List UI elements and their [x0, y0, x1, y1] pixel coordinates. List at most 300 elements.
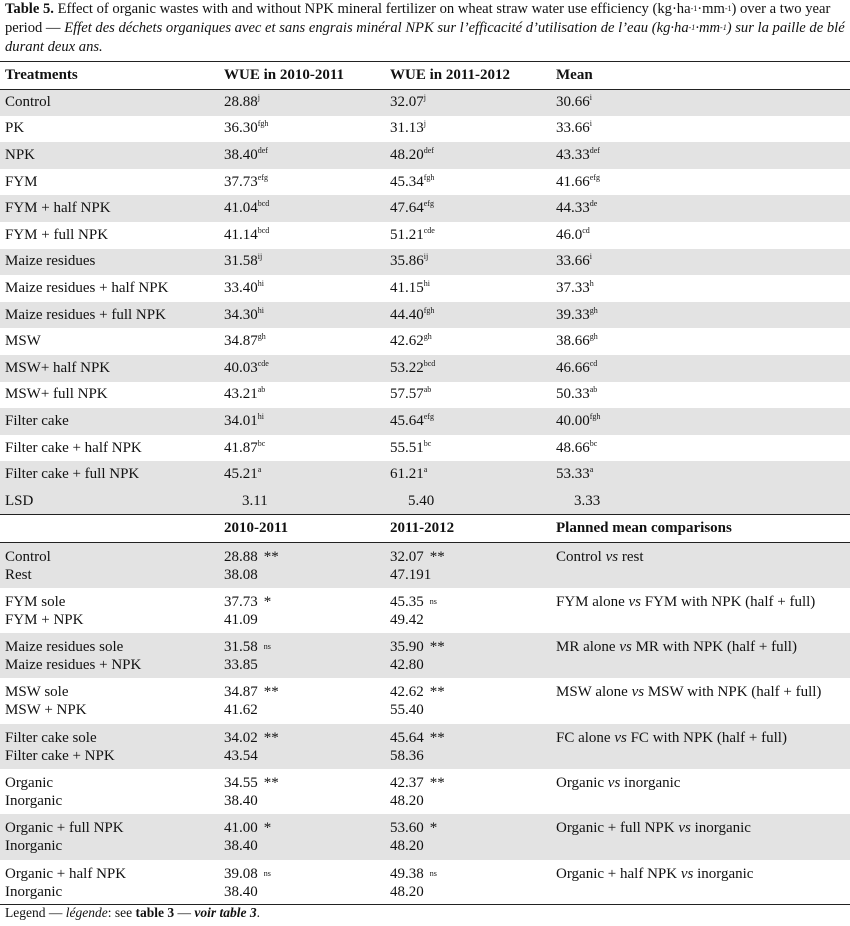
comparison-2011 [385, 724, 551, 769]
lsd-2011: 5.40 [408, 492, 435, 509]
significance-letters: a [589, 465, 594, 475]
wue-2010-cell [219, 275, 385, 302]
caption-exp: -1 [688, 23, 696, 32]
significance: ns [263, 642, 271, 652]
value-1: 28.88 [224, 549, 258, 565]
value-2: 48.20 [390, 792, 424, 809]
significance-letters: bc [423, 438, 432, 448]
value: 41.14 [224, 226, 258, 243]
mean-cell [551, 275, 850, 302]
significance-letters: i [589, 252, 592, 262]
table-row [0, 302, 850, 329]
table-row [0, 222, 850, 249]
mean-cell [551, 249, 850, 276]
comparison-row [0, 860, 850, 905]
significance-letters: hi [257, 411, 264, 421]
value-2: 38.40 [224, 838, 258, 855]
comparison-2011 [385, 769, 551, 814]
value-1: 37.73 [224, 593, 258, 610]
value: 31.58 [224, 253, 258, 270]
caption-text-fr-end: ) sur la paille de blé durant deux ans. [5, 20, 845, 55]
treatment-cell: Control [5, 94, 51, 111]
mean-cell [551, 408, 850, 435]
value-2: 38.08 [224, 567, 258, 583]
significance-letters: def [257, 145, 268, 155]
group-1: Maize residues sole [5, 639, 124, 656]
comparison-2011 [385, 814, 551, 859]
group-1: Filter cake sole [5, 729, 97, 746]
value: 38.66 [556, 333, 590, 350]
group-1: MSW sole [5, 684, 69, 701]
vs-text: vs [680, 865, 694, 882]
value: 38.40 [224, 146, 258, 163]
significance: ns [429, 868, 437, 878]
value-1: 39.08 [224, 865, 258, 882]
significance: * [429, 820, 438, 837]
wue-2011-cell [385, 249, 551, 276]
mean-cell [551, 302, 850, 329]
caption-exp: -1 [724, 4, 732, 13]
significance-letters: bcd [257, 199, 270, 209]
value: 40.03 [224, 359, 258, 376]
vs-text: vs [628, 593, 641, 610]
significance-letters: fgh [423, 305, 435, 315]
value-line [390, 593, 551, 611]
group-2: Inorganic [5, 838, 63, 855]
group-2: Inorganic [5, 883, 63, 900]
group-2: Filter cake + NPK [5, 747, 115, 764]
wue-2011-cell [385, 89, 551, 116]
value: 45.21 [224, 466, 258, 483]
treatment-cell: FYM + full NPK [5, 226, 109, 243]
significance: ** [263, 729, 279, 746]
treatment-cell: Maize residues + half NPK [5, 279, 169, 296]
comparison-text: Control [556, 549, 606, 565]
comparison-text: MSW with NPK (half + full) [644, 684, 822, 701]
table-row [0, 169, 850, 196]
value-1: 45.64 [390, 729, 424, 746]
significance-letters: cd [589, 358, 598, 368]
treatment-cell: Filter cake + full NPK [5, 466, 140, 483]
lsd-mean: 3.33 [574, 492, 601, 509]
caption-text-fr: Effet des déchets organiques avec et sans engrais minéral NPK sur l’efficacité d’utilisation de l’eau (kg·ha [64, 20, 689, 36]
value: 43.21 [224, 386, 258, 403]
significance: * [263, 820, 272, 837]
header-wue-2011: WUE in 2011-2012 [390, 66, 511, 83]
comparison-groups [0, 860, 219, 905]
significance-letters: fgh [257, 119, 269, 129]
value-line [224, 548, 385, 566]
value: 50.33 [556, 386, 590, 403]
value-1: 45.35 [390, 593, 424, 610]
significance-letters: ij [423, 252, 429, 262]
comparison-groups [0, 588, 219, 633]
caption-unit-fr: ·mm [695, 20, 721, 36]
comparison-row [0, 588, 850, 633]
value: 34.30 [224, 306, 258, 323]
wue-2010-cell [219, 302, 385, 329]
value: 41.15 [390, 279, 424, 296]
wue-2010-cell [219, 328, 385, 355]
value: 33.66 [556, 120, 590, 137]
value-1: 32.07 [390, 549, 424, 565]
value-2: 55.40 [390, 702, 424, 719]
significance-letters: j [257, 93, 260, 103]
treatment-cell: NPK [5, 146, 36, 163]
wue-2011-cell [385, 275, 551, 302]
significance-letters: de [589, 199, 598, 209]
significance-letters: cde [257, 358, 269, 368]
significance-letters: gh [589, 305, 598, 315]
legend-table-ref: table 3 [135, 905, 175, 920]
mean-cell [551, 435, 850, 462]
significance-letters: ab [589, 385, 598, 395]
table-row [0, 435, 850, 462]
value-1: 31.58 [224, 639, 258, 656]
wue-2010-cell [219, 142, 385, 169]
value: 48.66 [556, 439, 590, 456]
value: 44.40 [390, 306, 424, 323]
significance: ns [263, 868, 271, 878]
legend-text: — [174, 905, 195, 920]
mean-cell [551, 222, 850, 249]
value-2: 33.85 [224, 657, 258, 674]
comparison-groups [0, 678, 219, 723]
comparison-text: FC with NPK (half + full) [626, 729, 787, 746]
table-row [0, 382, 850, 409]
treatment-cell: PK [5, 120, 25, 137]
vs-text: vs [607, 774, 621, 791]
value-2: 41.62 [224, 702, 258, 719]
wue-2011-cell [385, 382, 551, 409]
comparison-row [0, 814, 850, 859]
significance-letters: ij [257, 252, 263, 262]
comparison-2010 [219, 860, 385, 905]
value-2: 41.09 [224, 611, 258, 628]
value: 43.33 [556, 146, 590, 163]
vs-text: vs [614, 729, 627, 746]
planned-comparison [551, 678, 850, 723]
comparison-text: Organic + full NPK [556, 820, 679, 837]
value-1: 49.38 [390, 865, 424, 882]
significance-letters: cd [582, 225, 590, 235]
mean-cell [551, 461, 850, 488]
comparison-2010 [219, 678, 385, 723]
value-line [390, 683, 551, 701]
value-line [224, 729, 385, 747]
comparison-groups [0, 543, 219, 588]
significance: ** [263, 549, 279, 565]
treatment-cell: MSW+ full NPK [5, 386, 108, 403]
significance-letters: a [423, 465, 428, 475]
comparison-2010 [219, 724, 385, 769]
significance-letters: j [423, 93, 426, 103]
value: 36.30 [224, 120, 258, 137]
value-line [390, 774, 551, 792]
value: 53.33 [556, 466, 590, 483]
header-planned-comparisons: Planned mean comparisons [556, 520, 732, 536]
value-1: 41.00 [224, 820, 258, 837]
wue-2011-cell [385, 142, 551, 169]
value: 41.66 [556, 173, 590, 190]
mean-cell [551, 328, 850, 355]
mean-cell [551, 195, 850, 222]
planned-comparison [551, 769, 850, 814]
significance-letters: fgh [589, 411, 601, 421]
value: 34.87 [224, 333, 258, 350]
significance-letters: ab [257, 385, 266, 395]
significance-letters: hi [257, 305, 264, 315]
value-line [390, 638, 551, 656]
wue-2010-cell [219, 169, 385, 196]
comparison-2011 [385, 678, 551, 723]
table-row [0, 89, 850, 116]
significance-letters: gh [257, 332, 266, 342]
planned-comparison [551, 633, 850, 678]
header-2010-2011: 2010-2011 [224, 520, 289, 536]
value: 45.34 [390, 173, 424, 190]
significance-letters: hi [257, 278, 264, 288]
caption-label: Table 5. [5, 1, 54, 17]
significance-letters: bcd [423, 358, 436, 368]
comparison-2011 [385, 633, 551, 678]
wue-2011-cell [385, 169, 551, 196]
treatment-cell: MSW+ half NPK [5, 359, 111, 376]
value-2: 43.54 [224, 747, 258, 764]
header-blank [0, 515, 219, 543]
comparison-text: Organic [556, 774, 608, 791]
comparison-row [0, 678, 850, 723]
table-row [0, 355, 850, 382]
value: 30.66 [556, 94, 590, 111]
group-1: Organic [5, 774, 54, 791]
value: 45.64 [390, 412, 424, 429]
comparison-text: Organic + half NPK [556, 865, 681, 882]
treatment-cell: Maize residues [5, 253, 96, 270]
planned-comparison [551, 543, 850, 588]
table-header-row [0, 62, 850, 89]
value: 48.20 [390, 146, 424, 163]
significance: ** [429, 639, 445, 656]
caption-exp: -1 [690, 4, 698, 13]
wue-2010-cell [219, 249, 385, 276]
legend-text: : see [107, 905, 136, 920]
comparisons-table [0, 514, 850, 905]
wue-2010-cell [219, 222, 385, 249]
significance-letters: h [589, 278, 594, 288]
value: 53.22 [390, 359, 424, 376]
group-1: Organic + half NPK [5, 865, 127, 882]
significance-letters: bc [589, 438, 598, 448]
significance-letters: bc [257, 438, 266, 448]
value-2: 49.42 [390, 611, 424, 628]
value-2: 38.40 [224, 883, 258, 900]
significance-letters: def [589, 145, 600, 155]
comparison-text: inorganic [690, 820, 751, 837]
value: 44.33 [556, 200, 590, 217]
treatment-cell: Filter cake [5, 412, 69, 429]
wue-2010-cell [219, 435, 385, 462]
value-2: 38.40 [224, 792, 258, 809]
table-row [0, 142, 850, 169]
value: 41.87 [224, 439, 258, 456]
significance-letters: ab [423, 385, 432, 395]
wue-2011-cell [385, 461, 551, 488]
planned-comparison [551, 814, 850, 859]
mean-cell [551, 116, 850, 143]
group-2: Inorganic [5, 792, 63, 809]
significance-letters: efg [423, 199, 434, 209]
comparison-2010 [219, 543, 385, 588]
value-line [390, 548, 551, 566]
value: 42.62 [390, 333, 424, 350]
mean-cell [551, 142, 850, 169]
group-2: Rest [5, 567, 32, 583]
caption-unit: ·mm [697, 1, 725, 17]
caption-text-en2: ) over a two year period — [5, 1, 831, 36]
significance-letters: bcd [257, 225, 270, 235]
value: 46.0 [556, 226, 583, 243]
value: 28.88 [224, 94, 258, 111]
mean-cell [551, 355, 850, 382]
value: 57.57 [390, 386, 424, 403]
value-1: 34.87 [224, 684, 258, 701]
significance-letters: efg [589, 172, 600, 182]
value: 33.66 [556, 253, 590, 270]
comparison-2010 [219, 588, 385, 633]
vs-text: vs [678, 820, 691, 837]
value-1: 35.90 [390, 639, 424, 656]
value-2: 48.20 [390, 838, 424, 855]
comparison-2011 [385, 543, 551, 588]
significance-letters: def [423, 145, 434, 155]
value-1: 34.55 [224, 774, 258, 791]
comparison-2010 [219, 814, 385, 859]
wue-2011-cell [385, 116, 551, 143]
comparison-groups [0, 724, 219, 769]
wue-2010-cell [219, 116, 385, 143]
significance: * [263, 593, 272, 610]
vs-text: vs [631, 684, 645, 701]
significance-letters: gh [589, 332, 598, 342]
table-row [0, 408, 850, 435]
value: 46.66 [556, 359, 590, 376]
wue-2011-cell [385, 195, 551, 222]
value: 55.51 [390, 439, 424, 456]
comparison-row [0, 769, 850, 814]
value-line [390, 819, 551, 837]
wue-2011-cell [385, 302, 551, 329]
caption-exp: -1 [720, 23, 727, 32]
comparison-text: FYM with NPK (half + full) [641, 593, 816, 610]
value-line [224, 865, 385, 883]
mean-cell [551, 169, 850, 196]
wue-2010-cell [219, 382, 385, 409]
wue-2011-cell [385, 355, 551, 382]
wue-2011-cell [385, 408, 551, 435]
treatment-cell: Filter cake + half NPK [5, 439, 142, 456]
table-row [0, 195, 850, 222]
treatment-cell: FYM + half NPK [5, 200, 111, 217]
treatment-cell: Maize residues + full NPK [5, 306, 166, 323]
comparison-text: inorganic [620, 774, 681, 791]
group-1: Organic + full NPK [5, 820, 124, 837]
significance-letters: fgh [423, 172, 435, 182]
comparison-2011 [385, 588, 551, 633]
planned-comparison [551, 860, 850, 905]
value-line [390, 865, 551, 883]
value-2: 48.20 [390, 883, 424, 900]
significance-letters: j [423, 119, 426, 129]
header-2011-2012: 2011-2012 [390, 520, 455, 536]
wue-2010-cell [219, 355, 385, 382]
treatment-cell: MSW [5, 333, 41, 350]
comparison-groups [0, 769, 219, 814]
treatment-cell: FYM [5, 173, 38, 190]
significance-letters: efg [423, 411, 434, 421]
value: 51.21 [390, 226, 424, 243]
value: 32.07 [390, 94, 424, 111]
comparison-text: FYM alone [556, 593, 629, 610]
group-2: FYM + NPK [5, 611, 84, 628]
mean-cell [551, 89, 850, 116]
planned-comparison [551, 724, 850, 769]
comparison-row [0, 633, 850, 678]
caption-text-en: Effect of organic wastes with and without NPK mineral fertilizer on wheat straw water use efficiency (kg·ha [53, 1, 691, 17]
value-line [224, 819, 385, 837]
significance-letters: gh [423, 332, 432, 342]
value: 40.00 [556, 412, 590, 429]
significance: ** [429, 684, 445, 701]
value-line [390, 729, 551, 747]
value: 47.64 [390, 200, 424, 217]
significance: ns [429, 596, 437, 606]
legend-text: Legend — [5, 905, 66, 920]
value-line [224, 638, 385, 656]
comparison-groups [0, 633, 219, 678]
value: 33.40 [224, 279, 258, 296]
comparison-row [0, 724, 850, 769]
table-caption [5, 0, 847, 57]
comparison-text: inorganic [693, 865, 754, 882]
comparison-text: MR with NPK (half + full) [631, 639, 797, 656]
lsd-label: LSD [5, 492, 34, 509]
table-row [0, 461, 850, 488]
legend-text-fr: légende [65, 905, 108, 920]
comparison-2010 [219, 633, 385, 678]
legend-table-ref-fr: voir table 3 [194, 905, 257, 920]
group-1: FYM sole [5, 593, 66, 610]
significance-letters: a [257, 465, 262, 475]
header-treatments: Treatments [5, 66, 78, 83]
value-1: 34.02 [224, 729, 258, 746]
significance-letters: i [589, 119, 592, 129]
value: 39.33 [556, 306, 590, 323]
value-1: 42.37 [390, 774, 424, 791]
value: 61.21 [390, 466, 424, 483]
wue-2011-cell [385, 328, 551, 355]
vs-text: vs [605, 549, 619, 565]
comparison-text: MR alone [556, 639, 620, 656]
group-2: Maize residues + NPK [5, 657, 142, 674]
comparisons-header-row [0, 515, 850, 543]
value: 37.33 [556, 279, 590, 296]
value-line [224, 683, 385, 701]
significance: ** [263, 774, 279, 791]
comparison-text: FC alone [556, 729, 615, 746]
comparison-groups [0, 814, 219, 859]
significance-letters: i [589, 93, 592, 103]
